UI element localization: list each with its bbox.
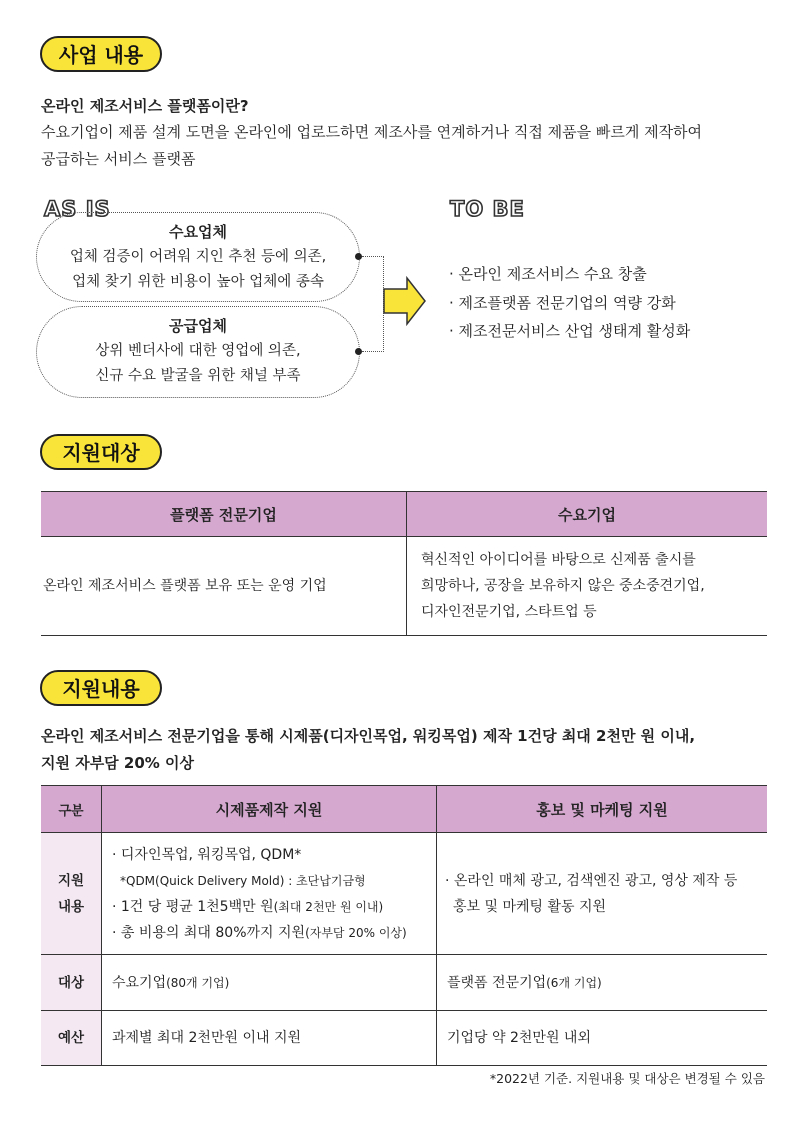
supply-box-title: 공급업체 <box>169 317 227 335</box>
connector-line-top <box>362 256 384 257</box>
connector-dot-bottom <box>355 348 362 355</box>
support-header-prototype: 시제품제작 지원 <box>102 786 437 833</box>
mkt-line2: 홍보 및 마케팅 활동 지원 <box>453 898 607 915</box>
connector-line-bottom <box>362 351 384 352</box>
platform-desc-line1: 수요기업이 제품 설계 도면을 온라인에 업로드하면 제조사를 연계하거나 직접 제품을 빠르게 제작하여 <box>41 123 703 141</box>
proto-line4-main: · 총 비용의 최대 80%까지 지원 <box>112 924 306 941</box>
section-pill-target: 지원대상 <box>40 434 162 470</box>
demand-box-line2: 업체 찾기 위한 비용이 높아 업체에 종속 <box>72 274 324 290</box>
section-pill-business: 사업 내용 <box>40 36 162 72</box>
target-demand-cell <box>407 537 768 636</box>
target-prototype-cell <box>102 955 437 1011</box>
proto-qdm-note: *QDM(Quick Delivery Mold) : 초단납기금형 <box>120 873 366 888</box>
proto-line3-small: (최대 2천만 원 이내) <box>273 899 384 914</box>
support-table <box>41 785 767 1066</box>
footnote: *2022년 기준. 지원내용 및 대상은 변경될 수 있음 <box>489 1071 765 1086</box>
supply-box-line1: 상위 벤더사에 대한 영업에 의존, <box>95 343 301 359</box>
platform-desc-line2: 공급하는 서비스 플랫폼 <box>41 150 196 168</box>
support-prototype-cell <box>102 833 437 955</box>
demand-company-box <box>36 212 360 302</box>
support-header-category: 구분 <box>41 786 102 833</box>
support-summary-line1: 온라인 제조서비스 전문기업을 통해 시제품(디자인목업, 워킹목업) 제작 1건당 최대 2천만 원 이내, <box>41 727 696 745</box>
to-be-item-1: · 온라인 제조서비스 수요 창출 <box>449 265 647 283</box>
proto-line4 <box>112 920 435 946</box>
proto-line3-main: · 1건 당 평균 1천5백만 원 <box>112 898 274 915</box>
support-summary-line2: 지원 자부담 20% 이상 <box>41 754 195 772</box>
target-header-demand: 수요기업 <box>407 492 768 537</box>
target-row-label: 대상 <box>41 955 102 1011</box>
proto-line4-small: (자부담 20% 이상) <box>305 925 407 940</box>
target-platform-cell: 온라인 제조서비스 플랫폼 보유 또는 운영 기업 <box>41 537 407 636</box>
target-demand-line3: 디자인전문기업, 스타트업 등 <box>421 604 597 620</box>
support-row-label <box>41 833 102 955</box>
target-table <box>41 491 767 636</box>
support-row-label-line2: 내용 <box>57 898 85 915</box>
support-header-marketing: 홍보 및 마케팅 지원 <box>437 786 768 833</box>
budget-marketing-cell: 기업당 약 2천만원 내외 <box>437 1011 768 1066</box>
support-marketing-cell <box>437 833 768 955</box>
support-row-label-line1: 지원 <box>57 872 85 889</box>
proto-line1: · 디자인목업, 워킹목업, QDM* <box>112 846 302 863</box>
demand-box-line1: 업체 검증이 어려워 지인 추천 등에 의존, <box>69 249 327 265</box>
as-is-label: AS IS <box>44 197 111 221</box>
target-mkt-main: 플랫폼 전문기업 <box>447 974 547 991</box>
to-be-label: TO BE <box>450 197 525 221</box>
target-demand-line1: 혁신적인 아이디어를 바탕으로 신제품 출시를 <box>421 552 696 568</box>
mkt-line1: · 온라인 매체 광고, 검색엔진 광고, 영상 제작 등 <box>445 872 738 889</box>
supply-box-line2: 신규 수요 발굴을 위한 채널 부족 <box>95 368 301 384</box>
budget-prototype-cell: 과제별 최대 2천만원 이내 지원 <box>102 1011 437 1066</box>
target-marketing-cell <box>437 955 768 1011</box>
budget-row-label: 예산 <box>41 1011 102 1066</box>
to-be-item-3: · 제조전문서비스 산업 생태계 활성화 <box>449 322 691 340</box>
target-header-platform: 플랫폼 전문기업 <box>41 492 407 537</box>
section-pill-support: 지원내용 <box>40 670 162 706</box>
target-demand-line2: 희망하나, 공장을 보유하지 않은 중소중견기업, <box>421 578 705 594</box>
proto-line3 <box>112 894 435 920</box>
target-proto-small: (80개 기업) <box>166 975 230 990</box>
to-be-item-2: · 제조플랫폼 전문기업의 역량 강화 <box>449 294 676 312</box>
right-arrow-icon <box>383 276 427 326</box>
platform-question: 온라인 제조서비스 플랫폼이란? <box>41 97 249 115</box>
supply-company-box <box>36 306 360 398</box>
connector-dot-top <box>355 253 362 260</box>
target-mkt-small: (6개 기업) <box>546 975 602 990</box>
demand-box-title: 수요업체 <box>169 223 227 241</box>
target-proto-main: 수요기업 <box>112 974 167 991</box>
